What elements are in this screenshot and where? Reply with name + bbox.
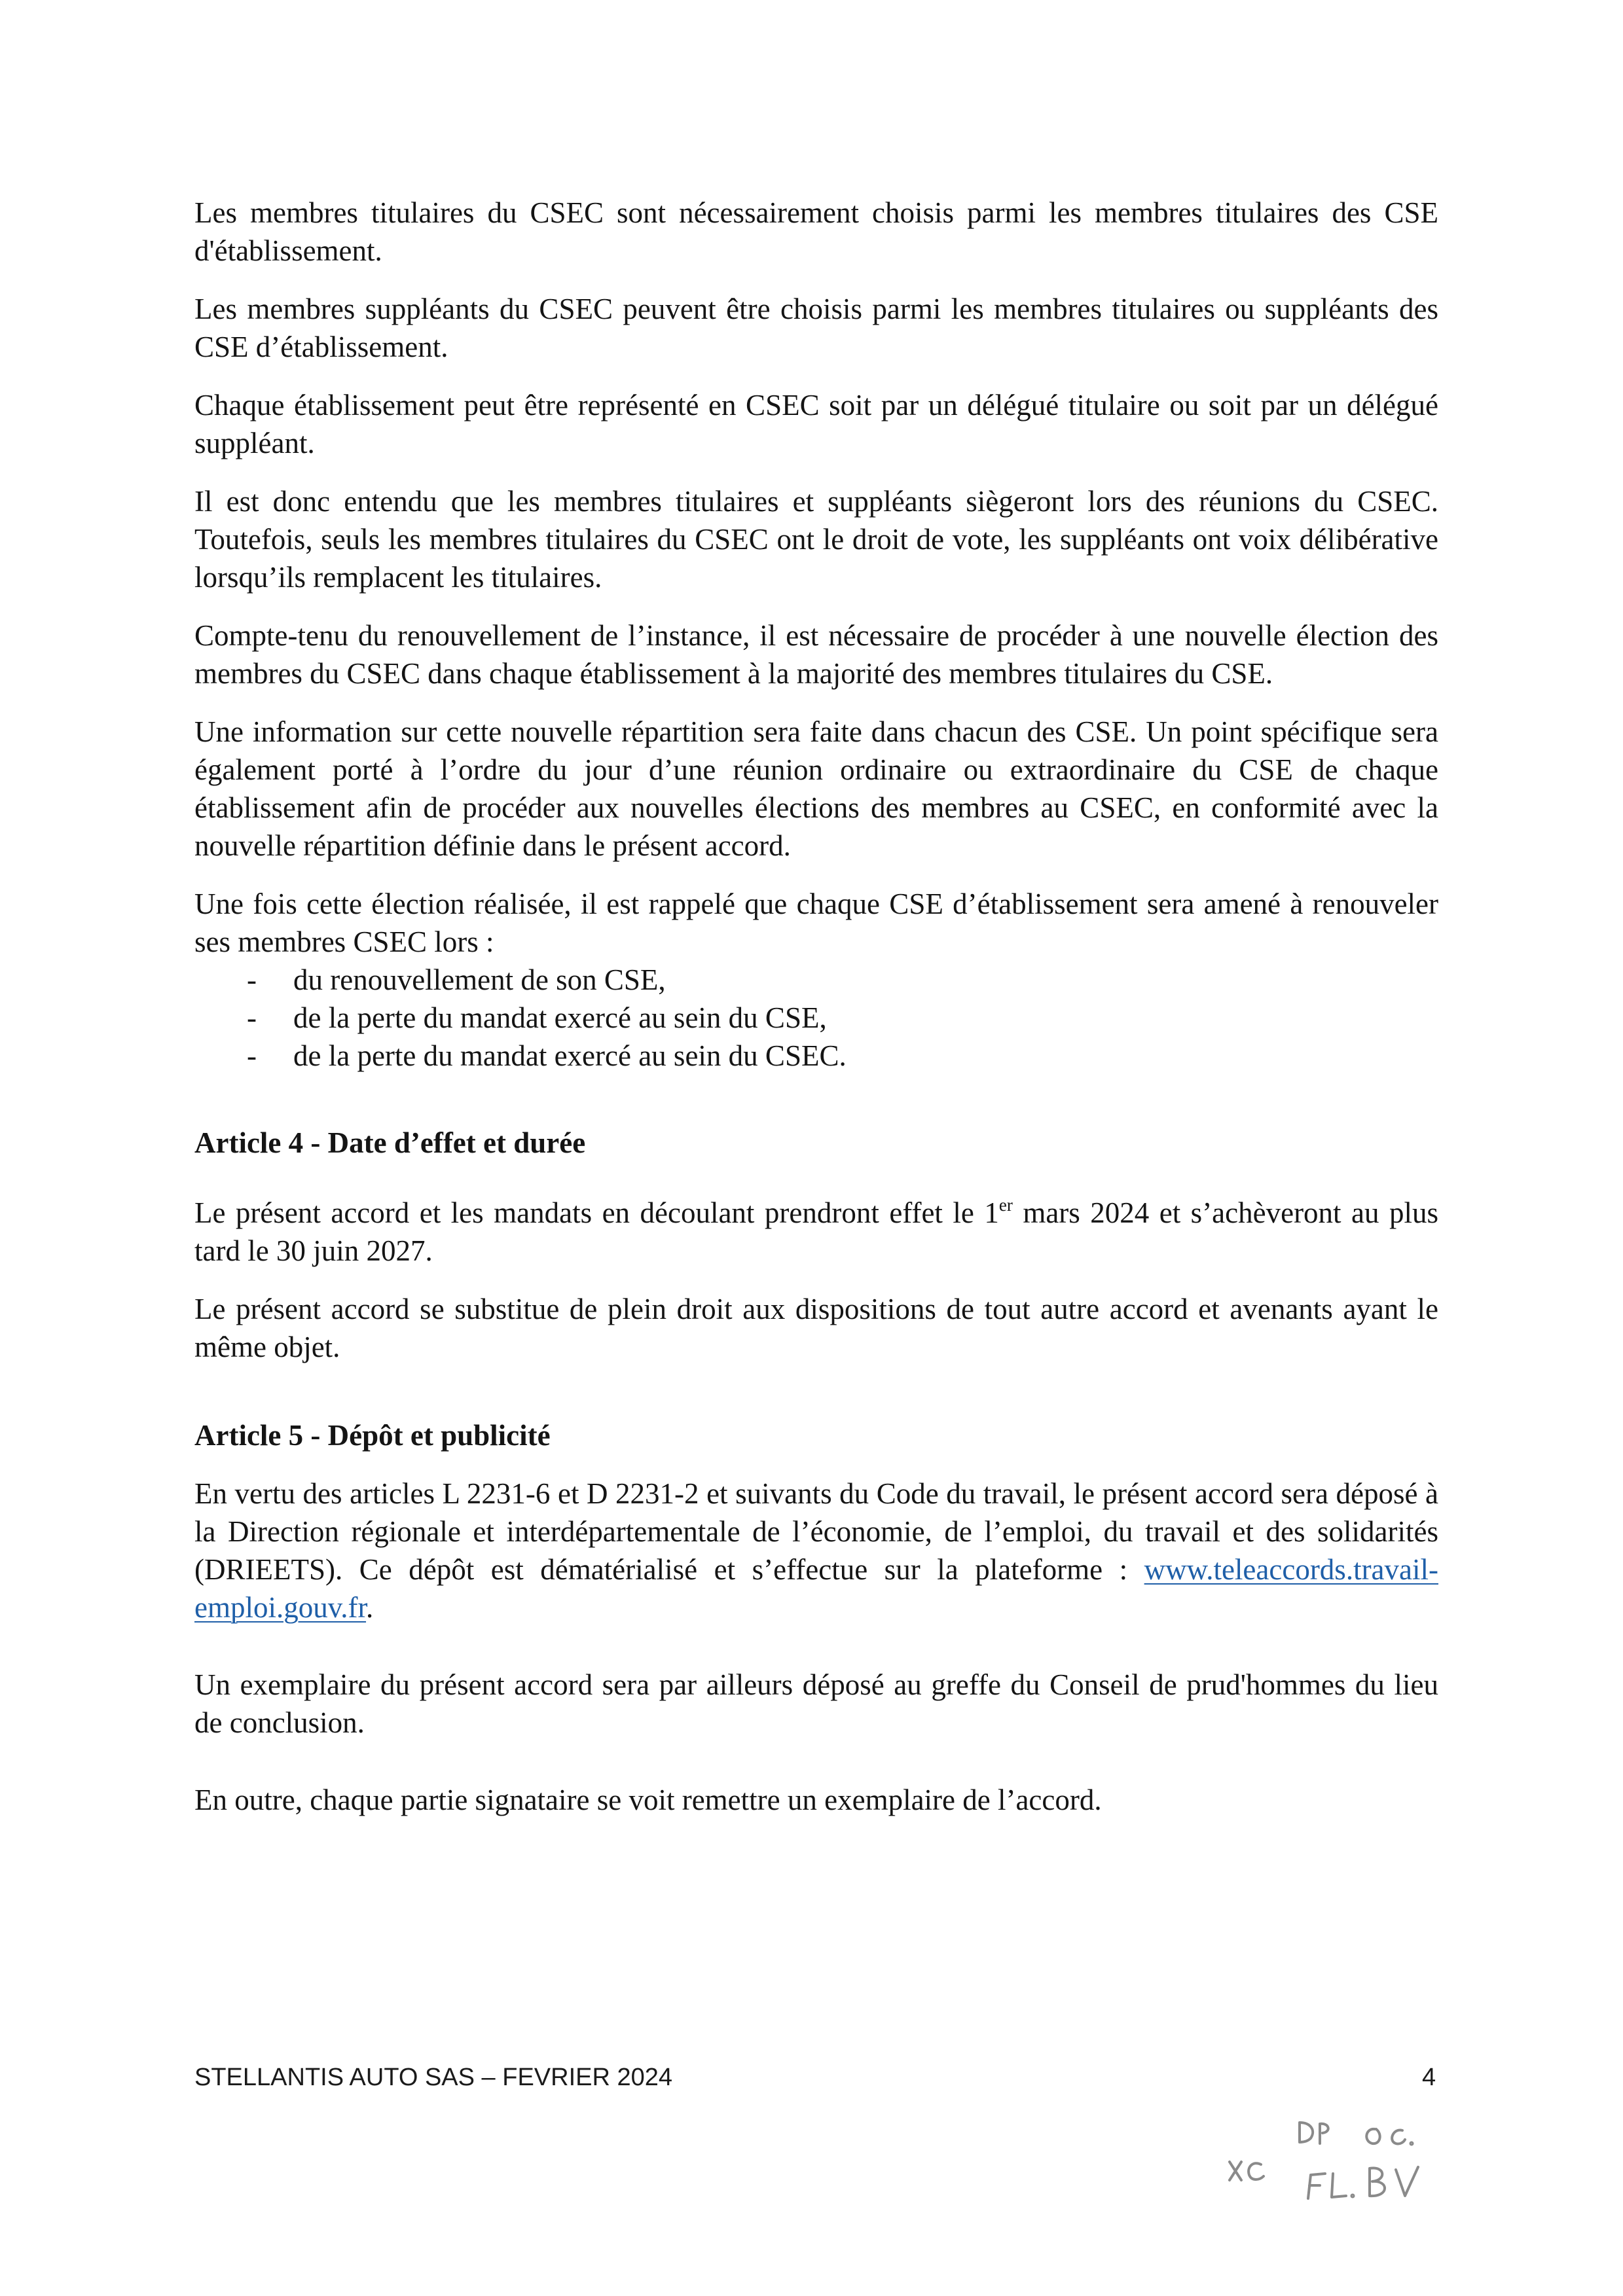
paragraph-deposit <box>194 1475 1438 1626</box>
ordinal-superscript: er <box>998 1195 1013 1215</box>
bullet-dash: - <box>247 1001 257 1034</box>
initials-bv <box>1370 2167 1418 2196</box>
deposit-text: En vertu des articles L 2231-6 et D 2231-2 et suivants du Code du travail, le présent accord sera déposé à la Direction régionale et interdépartementale de l’économie, de l’emploi, du travail et des solidarités (DRIEETS). Ce dépôt est dématérialisé et s’effectue sur la plateforme : <box>194 1477 1438 1586</box>
list-item-text: de la perte du mandat exercé au sein du CSEC. <box>293 1039 847 1072</box>
deposit-text-end: . <box>366 1591 374 1624</box>
paragraph-csec-suppleants: Les membres suppléants du CSEC peuvent être choisis parmi les membres titulaires ou suppléants des CSE d’établissement. <box>194 293 1438 363</box>
list-item-text: de la perte du mandat exercé au sein du CSE, <box>293 1001 827 1034</box>
article-4-heading: Article 4 - Date d’effet et durée <box>194 1126 586 1159</box>
page-number: 4 <box>1422 2064 1436 2091</box>
paragraph-greffe: Un exemplaire du présent accord sera par ailleurs déposé au greffe du Conseil de prud'hommes du lieu de conclusion. <box>194 1668 1438 1739</box>
bullet-dash: - <box>247 1039 257 1072</box>
paragraph-renewal-intro: Une fois cette élection réalisée, il est rappelé que chaque CSE d’établissement sera amené à renouveler ses membres CSEC lors : <box>194 888 1438 958</box>
teleaccords-link[interactable]: www.teleaccords.travail-emploi.gouv.fr <box>194 1553 1438 1624</box>
footer-company-date: STELLANTIS AUTO SAS – FEVRIER 2024 <box>194 2064 673 2091</box>
bullet-dash: - <box>247 963 257 996</box>
paragraph-representation: Chaque établissement peut être représenté en CSEC soit par un délégué titulaire ou soit par un délégué suppléant. <box>194 389 1438 459</box>
document-body <box>194 194 1438 1819</box>
paragraph-substitution: Le présent accord se substitue de plein droit aux dispositions de tout autre accord et avenants ayant le même objet. <box>194 1293 1438 1363</box>
initials-dp <box>1300 2123 1328 2144</box>
paragraph-effective-date <box>194 1194 1438 1270</box>
handwritten-initials <box>1224 2117 1460 2206</box>
list-item-text: du renouvellement de son CSE, <box>293 963 666 996</box>
paragraph-csec-titulaires: Les membres titulaires du CSEC sont nécessairement choisis parmi les membres titulaires des CSE d'établissement. <box>194 196 1438 267</box>
paragraph-information: Une information sur cette nouvelle répartition sera faite dans chacun des CSE. Un point spécifique sera également porté à l’ordre du jour d’une réunion ordinaire ou extraordinaire du CSE de chaque établissement afin de procéder aux nouvelles élections des membres au CSEC, en conformité avec la nouvelle répartition définie dans le présent accord. <box>194 715 1438 862</box>
effective-date-text: Le présent accord et les mandats en découlant prendront effet le 1 <box>194 1196 999 1229</box>
initials-fl <box>1308 2174 1354 2198</box>
list-item <box>194 999 1438 1037</box>
list-item <box>194 1037 1438 1075</box>
list-item <box>194 961 1438 999</box>
renewal-list <box>194 961 1438 1075</box>
initials-xc <box>1230 2162 1264 2180</box>
paragraph-copy: En outre, chaque partie signataire se voit remettre un exemplaire de l’accord. <box>194 1784 1102 1816</box>
paragraph-new-election: Compte-tenu du renouvellement de l’instance, il est nécessaire de procéder à une nouvelle élection des membres du CSEC dans chaque établissement à la majorité des membres titulaires du CSE. <box>194 619 1438 690</box>
article-5-heading: Article 5 - Dépôt et publicité <box>194 1419 551 1452</box>
initials-oc <box>1366 2129 1412 2145</box>
effective-date-text-end: mars 2024 et s’achèveront au plus tard le 30 juin 2027. <box>194 1196 1438 1267</box>
paragraph-voting-rights: Il est donc entendu que les membres titulaires et suppléants siègeront lors des réunions du CSEC. Toutefois, seuls les membres titulaires du CSEC ont le droit de vote, les suppléants ont voix délibérative lorsqu’ils remplacent les titulaires. <box>194 485 1438 594</box>
